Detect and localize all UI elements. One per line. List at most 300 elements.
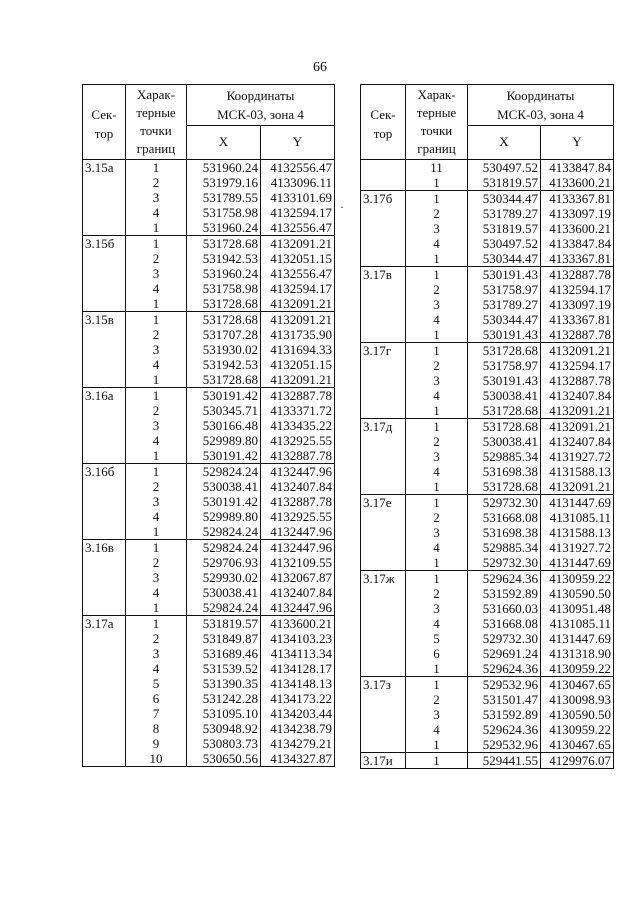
table-row xyxy=(361,419,614,435)
point-cell: 3 xyxy=(126,646,187,661)
x-cell: 531849.87 xyxy=(187,631,261,646)
y-cell: 4132091.21 xyxy=(261,372,335,388)
sector-cell xyxy=(83,372,126,388)
table-row xyxy=(361,753,614,769)
sector-cell xyxy=(83,342,126,357)
y-cell: 4134128.17 xyxy=(261,661,335,676)
x-cell: 530650.56 xyxy=(187,751,261,767)
y-cell: 4132556.47 xyxy=(261,160,335,176)
sector-cell xyxy=(361,555,406,571)
x-cell: 531758.98 xyxy=(187,281,261,296)
sector-cell xyxy=(83,205,126,220)
table-row xyxy=(361,631,614,646)
y-cell: 4133097.19 xyxy=(541,297,614,312)
sector-cell xyxy=(83,751,126,767)
x-cell: 531728.68 xyxy=(187,296,261,312)
sector-cell xyxy=(361,388,406,403)
sector-cell xyxy=(83,524,126,540)
y-cell: 4132051.15 xyxy=(261,251,335,266)
point-cell: 1 xyxy=(406,661,468,677)
point-cell: 2 xyxy=(126,479,187,494)
y-cell: 4130959.22 xyxy=(541,571,614,587)
table-row xyxy=(83,540,335,556)
table-row xyxy=(361,191,614,207)
x-cell: 529532.96 xyxy=(468,677,541,693)
table-row xyxy=(83,433,335,448)
sector-cell xyxy=(83,448,126,464)
point-cell: 3 xyxy=(406,525,468,540)
y-cell: 4132925.55 xyxy=(261,433,335,448)
table-row xyxy=(361,646,614,661)
x-cell: 529824.24 xyxy=(187,600,261,616)
header-x: X xyxy=(187,126,261,160)
point-cell: 2 xyxy=(126,251,187,266)
sector-cell xyxy=(361,175,406,191)
x-cell: 531668.08 xyxy=(468,510,541,525)
point-cell: 4 xyxy=(406,312,468,327)
table-row xyxy=(83,509,335,524)
sector-cell xyxy=(361,206,406,221)
x-cell: 529989.80 xyxy=(187,433,261,448)
y-cell: 4132594.17 xyxy=(261,281,335,296)
point-cell: 4 xyxy=(126,205,187,220)
point-cell: 1 xyxy=(126,600,187,616)
point-cell: 1 xyxy=(126,616,187,632)
sector-cell xyxy=(361,586,406,601)
y-cell: 4130959.22 xyxy=(541,722,614,737)
y-cell: 4132887.78 xyxy=(541,373,614,388)
table-row xyxy=(83,175,335,190)
point-cell: 4 xyxy=(406,722,468,737)
x-cell: 531095.10 xyxy=(187,706,261,721)
table-row xyxy=(83,721,335,736)
point-cell: 3 xyxy=(406,221,468,236)
x-cell: 530948.92 xyxy=(187,721,261,736)
y-cell: 4132067.87 xyxy=(261,570,335,585)
y-cell: 4133600.21 xyxy=(261,616,335,632)
x-cell: 530038.41 xyxy=(187,585,261,600)
sector-cell xyxy=(83,479,126,494)
table-row xyxy=(361,540,614,555)
sector-cell xyxy=(83,691,126,706)
point-cell: 5 xyxy=(406,631,468,646)
sector-cell xyxy=(361,373,406,388)
x-cell: 531539.52 xyxy=(187,661,261,676)
table-body-left xyxy=(83,160,335,767)
x-cell: 531789.55 xyxy=(187,190,261,205)
x-cell: 529624.36 xyxy=(468,571,541,587)
sector-cell xyxy=(361,251,406,267)
x-cell: 531942.53 xyxy=(187,357,261,372)
table-row xyxy=(83,205,335,220)
y-cell: 4134103.23 xyxy=(261,631,335,646)
x-cell: 530038.41 xyxy=(468,434,541,449)
point-cell: 8 xyxy=(126,721,187,736)
table-row xyxy=(83,494,335,509)
sector-cell xyxy=(361,616,406,631)
x-cell: 531660.03 xyxy=(468,601,541,616)
sector-cell xyxy=(83,631,126,646)
sector-cell xyxy=(83,494,126,509)
x-cell: 529706.93 xyxy=(187,555,261,570)
y-cell: 4131927.72 xyxy=(541,449,614,464)
table-row xyxy=(361,434,614,449)
x-cell: 531979.16 xyxy=(187,175,261,190)
y-cell: 4131447.69 xyxy=(541,555,614,571)
point-cell: 2 xyxy=(406,282,468,297)
table-row xyxy=(361,677,614,693)
x-cell: 531689.46 xyxy=(187,646,261,661)
point-cell: 3 xyxy=(406,707,468,722)
sector-cell xyxy=(361,434,406,449)
x-cell: 530191.43 xyxy=(468,327,541,343)
x-cell: 531758.97 xyxy=(468,358,541,373)
sector-cell xyxy=(83,433,126,448)
table-row xyxy=(83,570,335,585)
table-row xyxy=(83,661,335,676)
table-row xyxy=(83,312,335,328)
table-row xyxy=(83,236,335,252)
point-cell: 7 xyxy=(126,706,187,721)
point-cell: 3 xyxy=(126,418,187,433)
table-row xyxy=(83,327,335,342)
table-row xyxy=(83,251,335,266)
point-cell: 2 xyxy=(126,327,187,342)
x-cell: 529691.24 xyxy=(468,646,541,661)
sector-cell: 3.16в xyxy=(83,540,126,556)
table-row xyxy=(361,267,614,283)
point-cell: 2 xyxy=(406,692,468,707)
table-row xyxy=(361,555,614,571)
table-body-right xyxy=(361,160,614,769)
table-row xyxy=(83,357,335,372)
point-cell: 4 xyxy=(126,509,187,524)
x-cell: 531728.68 xyxy=(187,372,261,388)
point-cell: 1 xyxy=(126,312,187,328)
point-cell: 6 xyxy=(126,691,187,706)
y-cell: 4134203.44 xyxy=(261,706,335,721)
sector-cell xyxy=(83,296,126,312)
x-cell: 529885.34 xyxy=(468,449,541,464)
sector-cell xyxy=(83,403,126,418)
y-cell: 4132556.47 xyxy=(261,266,335,281)
point-cell: 1 xyxy=(126,524,187,540)
point-cell: 1 xyxy=(406,737,468,753)
header-points: Харак- терные точки границ xyxy=(126,85,187,160)
y-cell: 4131447.69 xyxy=(541,631,614,646)
table-row xyxy=(83,388,335,404)
y-cell: 4133367.81 xyxy=(541,312,614,327)
point-cell: 4 xyxy=(126,661,187,676)
x-cell: 530344.47 xyxy=(468,191,541,207)
y-cell: 4131694.33 xyxy=(261,342,335,357)
x-cell: 530497.52 xyxy=(468,236,541,251)
point-cell: 2 xyxy=(406,586,468,601)
point-cell: 2 xyxy=(406,206,468,221)
x-cell: 530191.42 xyxy=(187,448,261,464)
table-row xyxy=(83,646,335,661)
y-cell: 4132447.96 xyxy=(261,524,335,540)
page-number: 66 xyxy=(313,60,327,75)
point-cell: 1 xyxy=(126,372,187,388)
table-row xyxy=(83,418,335,433)
y-cell: 4132091.21 xyxy=(541,403,614,419)
point-cell: 1 xyxy=(126,448,187,464)
table-row xyxy=(361,479,614,495)
table-row xyxy=(361,525,614,540)
table-row xyxy=(361,586,614,601)
x-cell: 529930.02 xyxy=(187,570,261,585)
point-cell: 4 xyxy=(126,433,187,448)
x-cell: 531592.89 xyxy=(468,707,541,722)
sector-cell xyxy=(83,555,126,570)
sector-cell xyxy=(83,676,126,691)
x-cell: 531668.08 xyxy=(468,616,541,631)
y-cell: 4132091.21 xyxy=(541,419,614,435)
x-cell: 530166.48 xyxy=(187,418,261,433)
table-row xyxy=(361,221,614,236)
y-cell: 4133097.19 xyxy=(541,206,614,221)
table-row xyxy=(361,312,614,327)
sector-cell xyxy=(361,646,406,661)
x-cell: 529732.30 xyxy=(468,555,541,571)
point-cell: 3 xyxy=(126,570,187,585)
sector-cell xyxy=(361,449,406,464)
sector-cell xyxy=(83,190,126,205)
y-cell: 4130959.22 xyxy=(541,661,614,677)
y-cell: 4134113.34 xyxy=(261,646,335,661)
y-cell: 4130467.65 xyxy=(541,677,614,693)
table-row xyxy=(361,175,614,191)
table-row xyxy=(83,190,335,205)
point-cell: 2 xyxy=(406,510,468,525)
point-cell: 3 xyxy=(126,342,187,357)
point-cell: 11 xyxy=(406,160,468,176)
y-cell: 4131735.90 xyxy=(261,327,335,342)
header-coordinates: Координаты МСК-03, зона 4 xyxy=(468,85,614,126)
coordinates-table-left xyxy=(82,84,335,767)
y-cell: 4132556.47 xyxy=(261,220,335,236)
sector-cell xyxy=(361,722,406,737)
x-cell: 530191.42 xyxy=(187,388,261,404)
y-cell: 4132447.96 xyxy=(261,600,335,616)
point-cell: 1 xyxy=(406,753,468,769)
sector-cell: 3.17а xyxy=(83,616,126,632)
table-row xyxy=(83,479,335,494)
y-cell: 4132887.78 xyxy=(261,388,335,404)
sector-cell xyxy=(83,281,126,296)
point-cell: 3 xyxy=(126,494,187,509)
table-row xyxy=(83,448,335,464)
sector-cell: 3.16а xyxy=(83,388,126,404)
x-cell: 531960.24 xyxy=(187,266,261,281)
y-cell: 4132447.96 xyxy=(261,540,335,556)
point-cell: 4 xyxy=(406,616,468,631)
y-cell: 4132925.55 xyxy=(261,509,335,524)
sector-cell xyxy=(361,221,406,236)
x-cell: 529532.96 xyxy=(468,737,541,753)
sector-cell: 3.17в xyxy=(361,267,406,283)
table-row xyxy=(361,601,614,616)
y-cell: 4132407.84 xyxy=(261,479,335,494)
sector-cell xyxy=(361,692,406,707)
point-cell: 1 xyxy=(406,403,468,419)
table-row xyxy=(83,631,335,646)
point-cell: 1 xyxy=(406,343,468,359)
y-cell: 4129976.07 xyxy=(541,753,614,769)
point-cell: 2 xyxy=(126,631,187,646)
sector-cell xyxy=(361,464,406,479)
x-cell: 530191.43 xyxy=(468,267,541,283)
sector-cell: 3.15в xyxy=(83,312,126,328)
y-cell: 4132887.78 xyxy=(541,327,614,343)
sector-cell xyxy=(361,737,406,753)
x-cell: 529824.24 xyxy=(187,464,261,480)
y-cell: 4131588.13 xyxy=(541,525,614,540)
table-row xyxy=(361,251,614,267)
point-cell: 1 xyxy=(126,464,187,480)
y-cell: 4131318.90 xyxy=(541,646,614,661)
table-row xyxy=(361,737,614,753)
x-cell: 531819.57 xyxy=(468,175,541,191)
sector-cell xyxy=(83,646,126,661)
sector-cell xyxy=(361,236,406,251)
x-cell: 529624.36 xyxy=(468,661,541,677)
point-cell: 4 xyxy=(126,585,187,600)
sector-cell xyxy=(83,418,126,433)
table-row xyxy=(83,220,335,236)
table-row xyxy=(361,571,614,587)
header-y: Y xyxy=(261,126,335,160)
point-cell: 1 xyxy=(406,479,468,495)
table-row xyxy=(83,372,335,388)
point-cell: 1 xyxy=(406,571,468,587)
y-cell: 4133600.21 xyxy=(541,221,614,236)
x-cell: 531758.97 xyxy=(468,282,541,297)
sector-cell xyxy=(361,403,406,419)
point-cell: 5 xyxy=(126,676,187,691)
sector-cell xyxy=(361,510,406,525)
sector-cell xyxy=(83,251,126,266)
table-row xyxy=(83,691,335,706)
y-cell: 4131927.72 xyxy=(541,540,614,555)
x-cell: 531819.57 xyxy=(187,616,261,632)
sector-cell xyxy=(83,585,126,600)
x-cell: 531942.53 xyxy=(187,251,261,266)
y-cell: 4132051.15 xyxy=(261,357,335,372)
x-cell: 529824.24 xyxy=(187,524,261,540)
y-cell: 4130951.48 xyxy=(541,601,614,616)
y-cell: 4132091.21 xyxy=(261,296,335,312)
y-cell: 4131085.11 xyxy=(541,616,614,631)
x-cell: 531501.47 xyxy=(468,692,541,707)
table-row xyxy=(361,282,614,297)
table-row xyxy=(361,297,614,312)
sector-cell xyxy=(83,721,126,736)
point-cell: 4 xyxy=(406,236,468,251)
y-cell: 4132091.21 xyxy=(261,312,335,328)
point-cell: 1 xyxy=(126,296,187,312)
point-cell: 1 xyxy=(406,555,468,571)
x-cell: 531789.27 xyxy=(468,206,541,221)
point-cell: 1 xyxy=(406,251,468,267)
sector-cell: 3.17е xyxy=(361,495,406,511)
x-cell: 529824.24 xyxy=(187,540,261,556)
table-row xyxy=(83,555,335,570)
point-cell: 4 xyxy=(406,388,468,403)
header-sector: Сек- тор xyxy=(361,85,406,160)
point-cell: 1 xyxy=(126,236,187,252)
sector-cell: 3.17б xyxy=(361,191,406,207)
sector-cell xyxy=(361,540,406,555)
table-row xyxy=(83,266,335,281)
x-cell: 530038.41 xyxy=(468,388,541,403)
table-row xyxy=(361,160,614,176)
y-cell: 4134238.79 xyxy=(261,721,335,736)
sector-cell: 3.17д xyxy=(361,419,406,435)
point-cell: 6 xyxy=(406,646,468,661)
y-cell: 4134279.21 xyxy=(261,736,335,751)
sector-cell xyxy=(361,282,406,297)
x-cell: 529732.30 xyxy=(468,495,541,511)
sector-cell xyxy=(361,601,406,616)
sector-cell xyxy=(361,707,406,722)
sector-cell xyxy=(361,661,406,677)
y-cell: 4132091.21 xyxy=(541,343,614,359)
y-cell: 4132447.96 xyxy=(261,464,335,480)
table-row xyxy=(361,388,614,403)
table-row xyxy=(361,327,614,343)
x-cell: 530344.47 xyxy=(468,312,541,327)
table-row xyxy=(83,524,335,540)
y-cell: 4133371.72 xyxy=(261,403,335,418)
table-row xyxy=(361,692,614,707)
x-cell: 530038.41 xyxy=(187,479,261,494)
y-cell: 4134327.87 xyxy=(261,751,335,767)
table-row xyxy=(83,464,335,480)
x-cell: 531390.35 xyxy=(187,676,261,691)
y-cell: 4130467.65 xyxy=(541,737,614,753)
y-cell: 4134148.13 xyxy=(261,676,335,691)
x-cell: 531758.98 xyxy=(187,205,261,220)
point-cell: 1 xyxy=(126,160,187,176)
table-row xyxy=(361,510,614,525)
sector-cell xyxy=(83,706,126,721)
table-row xyxy=(83,585,335,600)
table-row xyxy=(361,661,614,677)
table-row xyxy=(361,236,614,251)
y-cell: 4132594.17 xyxy=(541,358,614,373)
y-cell: 4132594.17 xyxy=(261,205,335,220)
y-cell: 4133847.84 xyxy=(541,160,614,176)
table-row xyxy=(83,281,335,296)
point-cell: 4 xyxy=(126,281,187,296)
point-cell: 1 xyxy=(406,677,468,693)
y-cell: 4132407.84 xyxy=(261,585,335,600)
table-row xyxy=(83,160,335,176)
sector-cell: 3.15б xyxy=(83,236,126,252)
table-row xyxy=(361,464,614,479)
x-cell: 529885.34 xyxy=(468,540,541,555)
point-cell: 1 xyxy=(406,327,468,343)
coordinates-table-right xyxy=(360,84,614,769)
y-cell: 4130098.93 xyxy=(541,692,614,707)
point-cell: 1 xyxy=(406,419,468,435)
table-row xyxy=(83,676,335,691)
table-row xyxy=(83,706,335,721)
y-cell: 4133600.21 xyxy=(541,175,614,191)
sector-cell xyxy=(361,479,406,495)
